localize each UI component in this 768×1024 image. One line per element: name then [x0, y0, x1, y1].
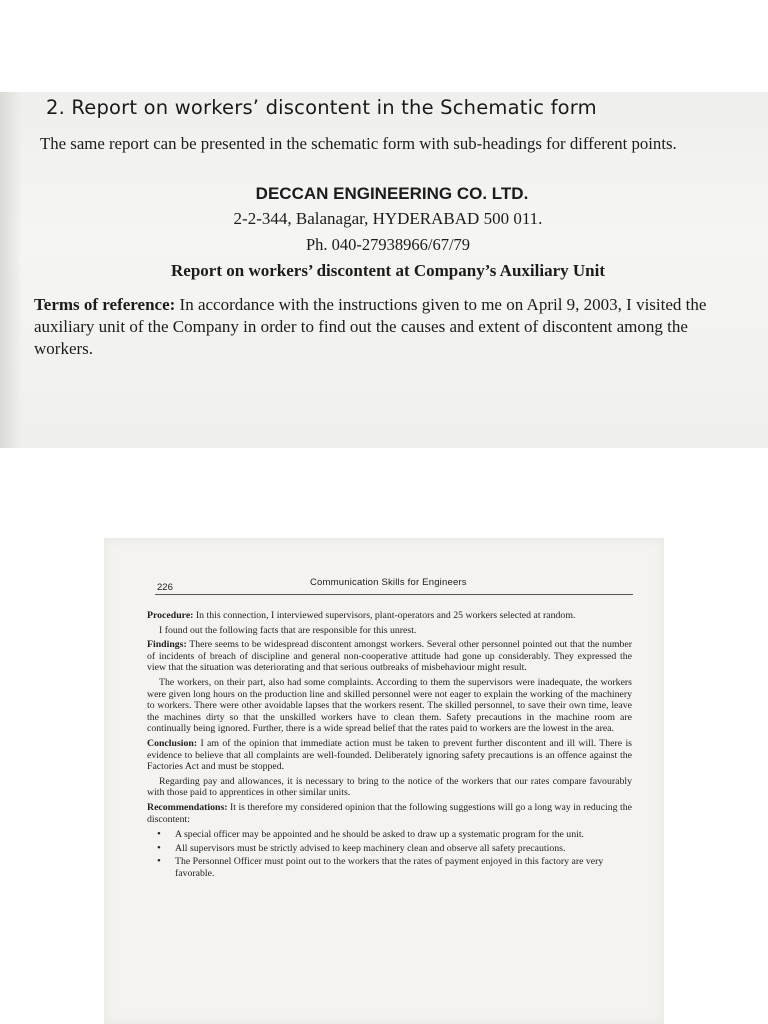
procedure-paragraph — [147, 610, 632, 622]
terms-label: Terms of reference: — [34, 295, 176, 314]
findings-followup: The workers, on their part, also had some complaints. According to them the supervisors were inadequate, the workers were given long hours on the production line and skilled personnel were not eager to explain the working of the machinery to workers. There were other avoidable lapses that the workers resent. The skilled personnel, to save their own time, leave the machines dirty so that the unskilled workers have to clean them. Safety precautions in the machine room are continually being ignored. Further, there is a wide spread belief that the rates paid to workers are the lowest in the area. — [147, 676, 632, 735]
conclusion-followup: Regarding pay and allowances, it is necessary to bring to the notice of the workers that our rates compare favourably with those paid to apprentices in other similar units. — [147, 775, 632, 799]
recommendations-label: Recommendations: — [147, 801, 228, 813]
intro-paragraph: The same report can be presented in the schematic form with sub-headings for different points. — [40, 134, 677, 153]
list-item: • The Personnel Officer must point out to the workers that the rates of payment enjoyed in this factory are very favorable. — [175, 856, 632, 879]
page-number: 226 — [157, 582, 173, 593]
conclusion-text: I am of the opinion that immediate action must be taken to prevent further discontent and ill will. There is evidence to believe that all complaints are well-founded. Deliberately ignoring safety precautions is an offence against the Factories Act and must be stopped. — [147, 737, 632, 773]
running-head: Communication Skills for Engineers — [310, 577, 467, 588]
findings-text: There seems to be widespread discontent amongst workers. Several other personnel pointed out that the number of incidents of breach of discipline and general non-cooperative attitude had gone up considerably. They expressed the view that the situation was deteriorating and that serious outbreaks of misbehaviour might result. — [147, 639, 632, 674]
company-phone: Ph. 040-27938966/67/79 — [305, 235, 471, 254]
company-name: DECCAN ENGINEERING CO. LTD. — [255, 184, 529, 203]
section-heading: 2. Report on workers’ discontent in the Schematic form — [46, 96, 597, 119]
recommendations-text: It is therefore my considered opinion that the following suggestions will go a long way in reducing the discontent: — [147, 801, 632, 825]
company-address: 2-2-344, Balanagar, HYDERABAD 500 011. — [233, 209, 543, 228]
recommendations-paragraph — [147, 802, 632, 825]
procedure-followup: I found out the following facts that are responsible for this unrest. — [159, 624, 417, 636]
book-body — [147, 610, 632, 881]
list-item: • All supervisors must be strictly advised to keep machinery clean and observe all safety precautions. — [175, 843, 632, 855]
procedure-label: Procedure: — [147, 610, 194, 621]
header-rule — [155, 594, 633, 595]
terms-of-reference — [34, 294, 739, 360]
recommendations-list — [147, 829, 632, 879]
findings-paragraph — [147, 639, 632, 674]
conclusion-label: Conclusion: — [147, 737, 198, 749]
list-item: • A special officer may be appointed and he should be asked to draw up a systematic program for the unit. — [175, 829, 632, 841]
conclusion-paragraph — [147, 738, 632, 773]
report-title: Report on workers’ discontent at Company’s Auxiliary Unit — [171, 261, 605, 280]
findings-label: Findings: — [147, 639, 187, 651]
terms-text: In accordance with the instructions given to me on April 9, 2003, I visited the auxiliary unit of the Company in order to find out the causes and extent of discontent among the workers. — [34, 295, 707, 358]
procedure-text: In this connection, I interviewed supervisors, plant-operators and 25 workers selected at random. — [193, 610, 576, 621]
